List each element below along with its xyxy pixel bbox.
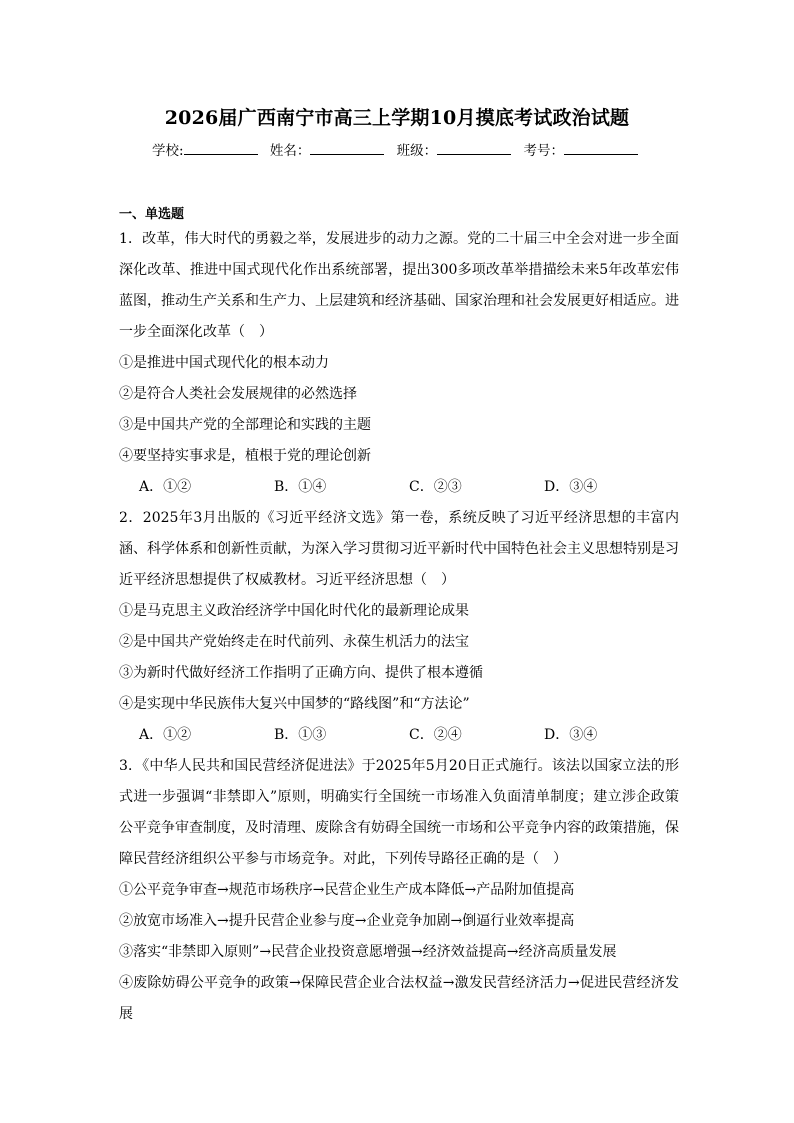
class-field bbox=[397, 139, 516, 159]
answer-choices bbox=[119, 472, 679, 503]
choice-b[interactable]: B．①③ bbox=[274, 727, 327, 743]
question-2 bbox=[119, 503, 679, 751]
choice-b[interactable]: B．①④ bbox=[274, 479, 327, 495]
option-item: ②是中国共产党始终走在时代前列、永葆生机活力的法宝 bbox=[119, 634, 469, 650]
option-item: ④要坚持实事求是，植根于党的理论创新 bbox=[119, 448, 371, 464]
option-item: ②放宽市场准入→提升民营企业参与度→企业竞争加剧→倒逼行业效率提高 bbox=[119, 913, 575, 929]
number-blank[interactable] bbox=[564, 142, 638, 155]
answer-choices bbox=[119, 720, 679, 751]
choice-d[interactable]: D．③④ bbox=[544, 479, 598, 495]
class-label: 班级： bbox=[396, 143, 438, 159]
choice-a[interactable]: A．①② bbox=[139, 727, 192, 743]
name-blank[interactable] bbox=[310, 142, 384, 155]
question-stem: 2．2025年3月出版的《习近平经济文选》第一卷，系统反映了习近平经济思想的丰富内涵、科学体系和创新性贡献，为深入学习贯彻习近平新时代中国特色社会主义思想特别是习近平经济思想提供了权威教材。习近平经济思想（ ） bbox=[119, 510, 679, 588]
exam-title: 2026届广西南宁市高三上学期10月摸底考试政治试题 bbox=[164, 107, 630, 129]
option-item: ②是符合人类社会发展规律的必然选择 bbox=[119, 386, 357, 402]
option-item: ①是推进中国式现代化的根本动力 bbox=[119, 355, 329, 371]
option-item: ③为新时代做好经济工作指明了正确方向、提供了根本遵循 bbox=[119, 665, 483, 681]
school-label: 学校: bbox=[152, 143, 184, 159]
choice-c[interactable]: C．②③ bbox=[409, 479, 462, 495]
choice-d[interactable]: D．③④ bbox=[544, 727, 598, 743]
questions-area bbox=[119, 224, 679, 1030]
student-info-line bbox=[0, 139, 794, 159]
option-item: ④是实现中华民族伟大复兴中国梦的“路线图”和“方法论” bbox=[119, 696, 470, 712]
question-1 bbox=[119, 224, 679, 503]
option-item: ③是中国共产党的全部理论和实践的主题 bbox=[119, 417, 371, 433]
question-3 bbox=[119, 751, 679, 1030]
section-heading: 一、单选题 bbox=[119, 207, 185, 222]
number-label: 考号： bbox=[523, 143, 564, 159]
class-blank[interactable] bbox=[437, 142, 511, 155]
name-field bbox=[270, 139, 389, 159]
choice-a[interactable]: A．①② bbox=[139, 479, 192, 495]
school-blank[interactable] bbox=[184, 142, 258, 155]
question-stem: 3．《中华人民共和国民营经济促进法》于2025年5月20日正式施行。该法以国家立法的形式进一步强调“非禁即入”原则，明确实行全国统一市场准入负面清单制度；建立涉企政策公平竞争审查制度，及时清理、废除含有妨碍全国统一市场和公平竞争内容的政策措施，保障民营经济组织公平参与市场竞争。对此，下列传导路径正确的是（ ） bbox=[119, 758, 679, 867]
school-field bbox=[152, 139, 262, 159]
option-item: ④废除妨碍公平竞争的政策→保障民营企业合法权益→激发民营经济活力→促进民营经济发展 bbox=[119, 975, 679, 1022]
number-field bbox=[523, 139, 642, 159]
question-stem: 1．改革，伟大时代的勇毅之举，发展进步的动力之源。党的二十届三中全会对进一步全面深化改革、推进中国式现代化作出系统部署，提出300多项改革举措描绘未来5年改革宏伟蓝图，推动生产关系和生产力、上层建筑和经济基础、国家治理和社会发展更好相适应。进一步全面深化改革（ ） bbox=[119, 231, 679, 340]
option-item: ③落实“非禁即入原则”→民营企业投资意愿增强→经济效益提高→经济高质量发展 bbox=[119, 944, 617, 960]
name-label: 姓名： bbox=[269, 143, 311, 159]
option-item: ①公平竞争审查→规范市场秩序→民营企业生产成本降低→产品附加值提高 bbox=[119, 882, 575, 898]
choice-c[interactable]: C．②④ bbox=[409, 727, 462, 743]
option-item: ①是马克思主义政治经济学中国化时代化的最新理论成果 bbox=[119, 603, 469, 619]
